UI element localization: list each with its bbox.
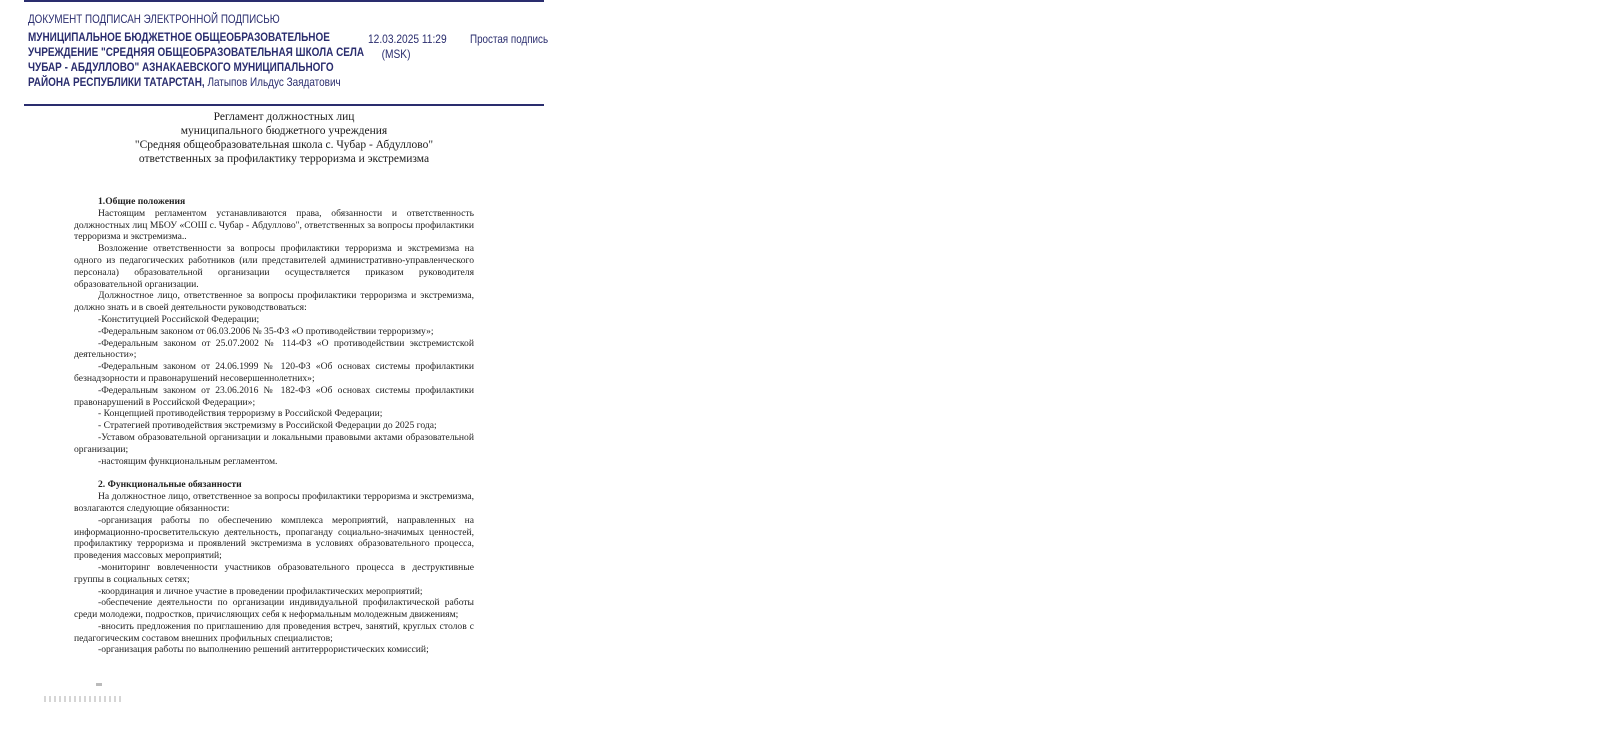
section-1-item: -Федеральным законом от 23.06.2016 № 182-ФЗ «Об основах системы профилактики правонарушений в Российской Федерации»; — [74, 384, 474, 408]
signature-top-rule — [24, 0, 544, 2]
title-line-2: муниципального бюджетного учреждения — [180, 125, 388, 137]
section-1-item: -Федеральным законом от 25.07.2002 № 114-ФЗ «О противодействии экстремистской деятельности»; — [74, 337, 474, 361]
section-1-paragraph-3: Должностное лицо, ответственное за вопросы профилактики терроризма и экстремизма, должно знать и в своей деятельности руководствоваться: — [74, 290, 474, 314]
section-2-item: -организация работы по обеспечению комплекса мероприятий, направленных на информационно-просветительскую деятельность, пропаганду социально-значимых ценностей, профилактику терроризма и проявлений экстремизма в условиях образовательного процесса, проведения массовых мероприятий; — [74, 514, 474, 562]
title-line-3: "Средняя общеобразовательная школа с. Чубар - Абдуллово" — [134, 139, 434, 151]
signature-organization-name: МУНИЦИПАЛЬНОЕ БЮДЖЕТНОЕ ОБЩЕОБРАЗОВАТЕЛЬНОЕ УЧРЕЖДЕНИЕ "СРЕДНЯЯ ОБЩЕОБРАЗОВАТЕЛЬНАЯ ШКОЛА СЕЛА ЧУБАР - АБДУЛЛОВО" АЗНАКАЕВСКОГО МУНИЦИПАЛЬНОГО РАЙОНА РЕСПУБЛИКИ ТАТАРСТАН, — [28, 30, 365, 89]
section-2-item: -вносить предложения по приглашению для проведения встреч, занятий, круглых столов с педагогическим составом внешних профильных специалистов; — [74, 620, 474, 644]
section-1-item: -настоящим функциональным регламентом. — [98, 455, 278, 467]
section-2-item: -организация работы по выполнению решений антитеррористических комиссий; — [98, 644, 429, 656]
section-1-item: -Федеральным законом от 06.03.2006 № 35-ФЗ «О противодействии терроризму»; — [98, 325, 434, 337]
signature-bottom-rule — [24, 104, 544, 106]
section-2-item: -координация и личное участие в проведении профилактических мероприятий; — [98, 585, 423, 597]
title-line-4: ответственных за профилактику терроризма и экстремизма — [138, 153, 430, 165]
section-2-item: -обеспечение деятельности по организации индивидуальной профилактической работы среди молодежи, подростков, причисляющих себя к неформальным молодежным движениям; — [74, 597, 474, 621]
document-title — [24, 110, 544, 166]
section-1-heading: 1.Общие положения — [98, 196, 186, 207]
scan-artifact — [96, 683, 102, 686]
section-1-item: - Стратегией противодействия экстремизму в Российской Федерации до 2025 года; — [98, 420, 437, 432]
section-2-item: -мониторинг вовлеченности участников образовательного процесса в деструктивные группы в социальных сетях; — [74, 561, 474, 585]
scan-artifact — [44, 696, 124, 702]
section-1-item: -Конституцией Российской Федерации; — [98, 313, 260, 325]
signature-timezone: (MSK) — [381, 47, 411, 61]
section-2-heading: 2. Функциональные обязанности — [98, 479, 242, 491]
section-1-item: -Федеральным законом от 24.06.1999 № 120-ФЗ «Об основах системы профилактики безнадзорности и правонарушений несовершеннолетних»; — [74, 361, 474, 384]
section-1-item: -Уставом образовательной организации и локальными правовыми актами образовательной организации; — [74, 431, 474, 455]
signature-signer: Латыпов Ильдус Заядатович — [207, 75, 341, 89]
section-1-paragraph-2: Возложение ответственности за вопросы профилактики терроризма и экстремизма на одного из педагогических работников (или представителей административно-управленческого персонала) образовательной организации осуществляется приказом руководителя образовательной организации. — [74, 243, 474, 290]
section-1-paragraph-1: Настоящим регламентом устанавливаются права, обязанности и ответственность должностных лиц МБОУ «СОШ с. Чубар - Абдуллово", ответственных за вопросы профилактики терроризма и экстремизма.. — [74, 207, 474, 243]
signature-header: ДОКУМЕНТ ПОДПИСАН ЭЛЕКТРОННОЙ ПОДПИСЬЮ — [28, 12, 280, 26]
signature-organization — [28, 30, 368, 90]
section-2-paragraph-1: На должностное лицо, ответственное за вопросы профилактики терроризма и экстремизма, возлагаются следующие обязанности: — [74, 491, 474, 514]
document-body — [74, 196, 474, 656]
electronic-signature-stamp — [24, 4, 549, 104]
section-1-item: - Концепцией противодействия терроризму в Российской Федерации; — [98, 408, 383, 420]
signature-type: Простая подпись — [470, 32, 549, 46]
signature-datetime — [368, 32, 447, 62]
title-line-1: Регламент должностных лиц — [213, 111, 355, 123]
signature-date: 12.03.2025 11:29 — [368, 32, 447, 46]
